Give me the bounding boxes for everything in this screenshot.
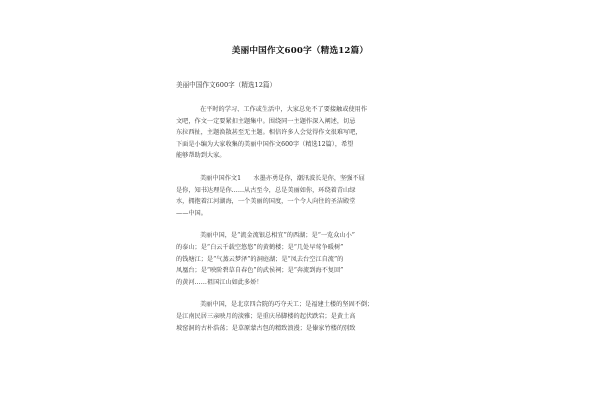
paragraph-gap	[176, 162, 426, 173]
paragraph-line: 在平时的学习、工作或生活中，大家总免不了要接触或使用作	[200, 106, 368, 113]
paragraph-essay-1	[176, 173, 426, 219]
paragraph-line: 下面是小编为大家收集的美丽中国作文600字（精选12篇），希望	[176, 140, 354, 148]
paragraph-line: 水，拥抱着江河湖海，一个美丽的国度，一个令人向往的圣洁殿堂	[176, 198, 356, 206]
paragraph-line: 美丽中国，是北京四合院的巧夺天工；是福建土楼的坚固不倒；	[200, 301, 374, 309]
paragraph-line: 坡窑洞的古朴浩荡；是草原蒙古包的精致浪漫；是傣家竹楼的别致	[176, 324, 356, 332]
paragraph-line: 是江南民居三亲映月的淡雅；是重庆吊脚楼的起伏跌宕；是黄土高	[176, 312, 356, 320]
paragraph-line: 东拉西扯，主题涣散甚至无主题。相信许多人会觉得作文很难写吧，	[176, 129, 362, 137]
paragraph-gap	[176, 219, 426, 230]
paragraph-gap	[176, 288, 426, 299]
document-body	[176, 104, 426, 334]
paragraph-line: 美丽中国，是“流金流银总相宜”的西湖；是“一览众山小”	[200, 232, 355, 240]
paragraph-line: 是你，知书达理是你……从古至今，总是美丽如你，环绕着青山绿	[176, 186, 356, 194]
paragraph-intro	[176, 104, 426, 162]
paragraph-line: 的泰山；是“白云千载空悠悠”的黄鹤楼；是“几处早莺争暖树”	[176, 243, 344, 251]
document-subtitle: 美丽中国作文600字（精选12篇）	[176, 81, 277, 89]
paragraph-line: 能够帮助到大家。	[176, 152, 226, 160]
paragraph-architecture	[176, 299, 426, 334]
paragraph-line: ——中国。	[176, 209, 207, 217]
document-title: 美丽中国作文600字（精选12篇）	[231, 46, 369, 56]
paragraph-scenery	[176, 230, 426, 288]
paragraph-line: 美丽中国作文1 水墨亦勇是你，潮汛波长是你，坚强不屈	[200, 174, 365, 182]
paragraph-line: 的黄河……祖国江山如此多娇！	[176, 278, 263, 286]
paragraph-line: 凤凰台；是“映阶碧草自春色”的武侯祠；是“奔流到海不复回”	[176, 267, 344, 275]
paragraph-line: 的钱塘江；是“气蒸云梦泽”的洞庭湖；是“凤去台空江自流”的	[176, 255, 344, 263]
paragraph-line: 文吧，作文一定要紧扣主题集中。围绕同一主题作深入阐述，切忌	[176, 117, 356, 125]
